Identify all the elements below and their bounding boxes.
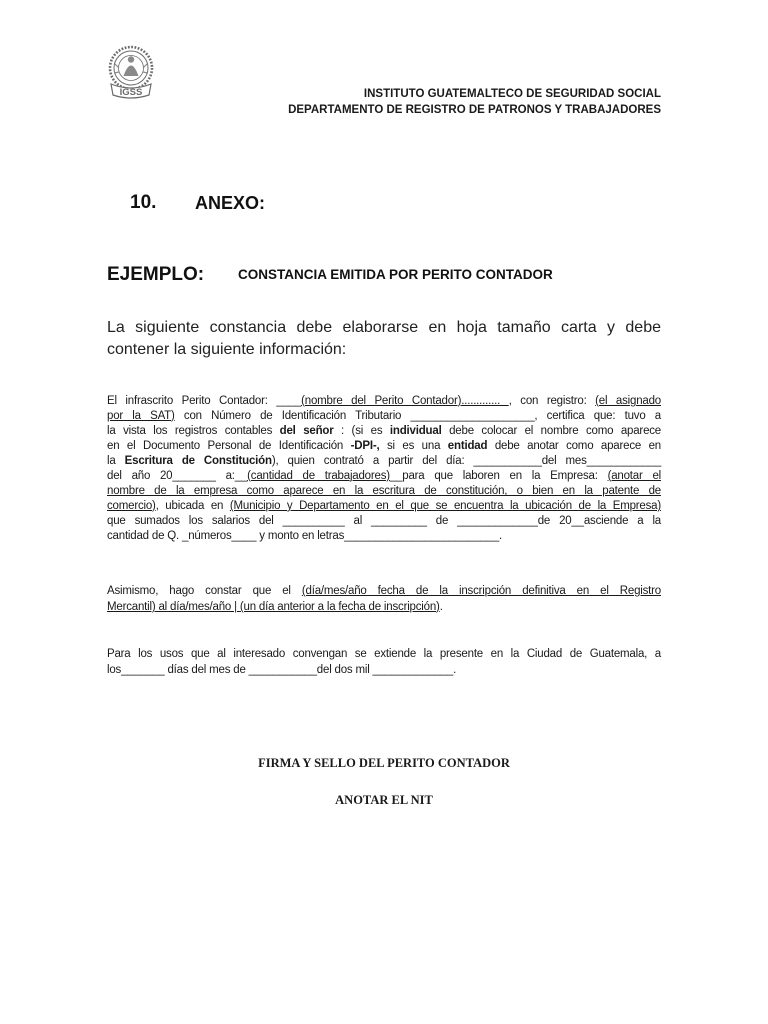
plain-text: , ubicada en — [155, 500, 230, 512]
plain-text: con Número de Identificación Tributario ____________________, certifica que: tuvo a — [174, 410, 661, 422]
placeholder-registration-date: (día/mes/año fecha de la inscripción definitiva en el Registro — [301, 585, 661, 597]
plain-text: los_______ días del mes de ___________del dos mil _____________. — [107, 664, 457, 676]
plain-text: __para que laboren en la Empresa: — [389, 470, 608, 482]
placeholder-workers: (cantidad de trabajadores) — [247, 470, 390, 482]
paragraph-line — [107, 409, 661, 424]
paragraph-line — [107, 469, 661, 484]
plain-text: : (si es — [333, 425, 390, 437]
logo-text: IGSS — [119, 87, 143, 98]
instruction-line: La siguiente constancia debe elaborarse en hoja tamaño carta y debe — [107, 319, 661, 336]
plain-text: debe colocar el nombre como aparece — [441, 425, 662, 437]
section-title: ANEXO: — [195, 193, 266, 213]
placeholder-company-name: comercio) — [107, 500, 156, 512]
plain-text: que sumados los salarios del __________ al _________ de _____________de 20__asciende a la — [107, 515, 661, 527]
instruction-line: contener la siguiente información: — [107, 341, 347, 358]
placeholder-company-name: (anotar el — [607, 470, 661, 482]
plain-text: si es una — [379, 440, 448, 452]
paragraph-line — [107, 662, 661, 678]
plain-text: cantidad de Q. _números____ y monto en letras_________________________. — [107, 530, 503, 542]
instruction-text — [107, 317, 661, 361]
certificate-paragraph-2 — [107, 583, 661, 615]
bold-text: individual — [389, 425, 442, 437]
plain-text: debe anotar como aparece en — [487, 440, 661, 452]
nit-line: ANOTAR EL NIT — [335, 793, 433, 807]
placeholder-location: (Municipio y Departamento en el que se encuentra la ubicación de la Empresa) — [229, 500, 661, 512]
example-title: CONSTANCIA EMITIDA POR PERITO CONTADOR — [238, 267, 553, 282]
plain-text: Asimismo, hago constar que el — [107, 585, 302, 597]
paragraph-line — [107, 499, 661, 514]
paragraph-line — [107, 529, 661, 544]
paragraph-line — [107, 394, 661, 409]
plain-text: Para los usos que al interesado convengan se extiende la presente en la Ciudad de Guatemala, a — [107, 648, 661, 660]
certificate-paragraph-3 — [107, 646, 661, 678]
plain-text: la — [107, 455, 125, 467]
institution-name: INSTITUTO GUATEMALTECO DE SEGURIDAD SOCIAL — [363, 88, 661, 100]
paragraph-line — [107, 439, 661, 454]
placeholder-registro: por la SAT) — [107, 410, 175, 422]
placeholder-company-name: nombre de la empresa como aparece en la escritura de constitución, o bien en la patente de — [107, 485, 661, 497]
paragraph-line — [107, 424, 661, 439]
placeholder-registro: (el asignado — [595, 395, 661, 407]
certificate-paragraph-1 — [107, 394, 661, 544]
paragraph-line — [107, 583, 661, 599]
plain-text: la vista los registros contables — [107, 425, 280, 437]
paragraph-line — [107, 454, 661, 469]
igss-logo — [106, 44, 156, 102]
placeholder-registration-date: Mercantil) al día/mes/año | (un día anterior a la fecha de inscripción) — [107, 601, 440, 613]
bold-text: del señor — [279, 425, 334, 437]
paragraph-line — [107, 514, 661, 529]
plain-text: , con registro: — [508, 395, 596, 407]
signature-line: FIRMA Y SELLO DEL PERITO CONTADOR — [258, 756, 510, 770]
paragraph-line — [107, 646, 661, 662]
paragraph-line — [107, 599, 661, 615]
bold-text: entidad — [447, 440, 488, 452]
plain-text: El infrascrito Perito Contador: ____ — [107, 395, 302, 407]
plain-text: . — [439, 601, 443, 613]
paragraph-line — [107, 484, 661, 499]
placeholder-perito-name: (nombre del Perito Contador)............. — [301, 395, 509, 407]
section-number: 10. — [130, 192, 157, 213]
example-label: EJEMPLO: — [107, 264, 205, 285]
bold-text: -DPI-, — [350, 440, 380, 452]
plain-text: del año 20_______ a:__ — [107, 470, 248, 482]
plain-text: en el Documento Personal de Identificación — [107, 440, 351, 452]
department-name: DEPARTAMENTO DE REGISTRO DE PATRONOS Y TRABAJADORES — [288, 104, 661, 116]
bold-text: Escritura de Constitución — [124, 455, 272, 467]
plain-text: ), quien contrató a partir del día: ___________del mes____________ — [271, 455, 662, 467]
